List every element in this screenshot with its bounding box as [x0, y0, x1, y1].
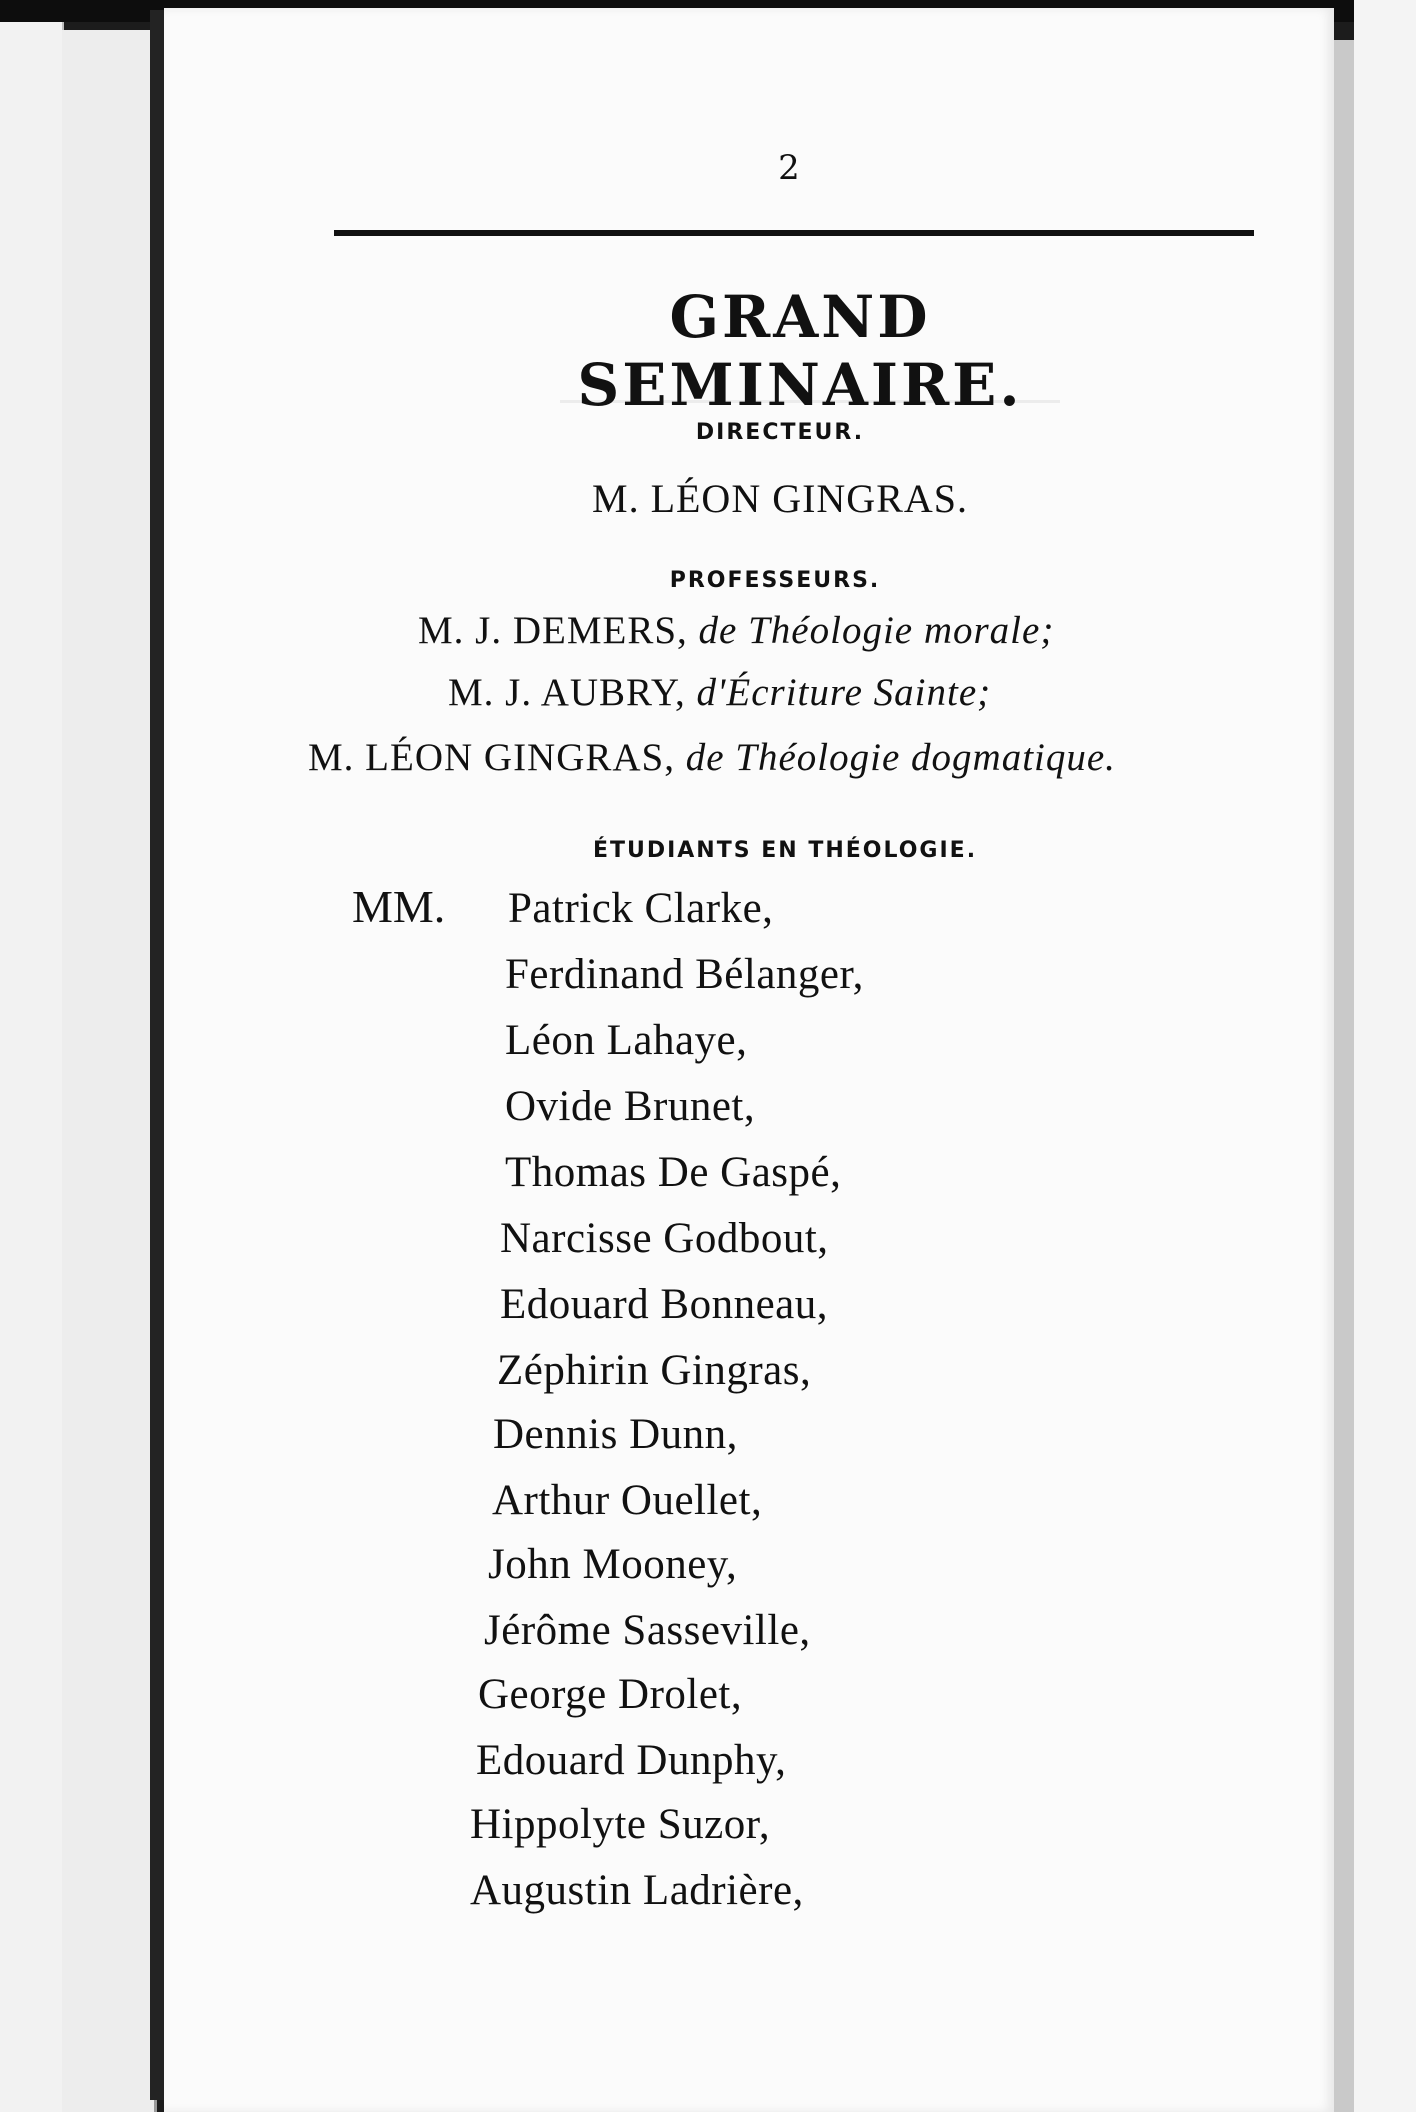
page-title: GRAND SEMINAIRE. [577, 283, 1023, 419]
professors-heading: PROFESSEURS. [669, 568, 881, 593]
students-prefix: MM. [352, 881, 446, 932]
book-spine-shadow [150, 10, 164, 2100]
underlying-sheet-middle [62, 30, 157, 2112]
student-name: Thomas De Gaspé, [505, 1149, 842, 1196]
page-number: 2 [778, 148, 800, 188]
director-name: M. LÉON GINGRAS. [592, 476, 968, 521]
header-rule [334, 230, 1254, 236]
student-name: Dennis Dunn, [493, 1411, 738, 1458]
student-name: Hippolyte Suzor, [470, 1801, 771, 1848]
page-right-edge [1334, 40, 1354, 2112]
student-name: Jérôme Sasseville, [484, 1607, 811, 1654]
student-name: Léon Lahaye, [505, 1017, 748, 1064]
student-name: Narcisse Godbout, [500, 1215, 829, 1262]
professor-name: M. LÉON GINGRAS, [308, 736, 675, 779]
students-heading: ÉTUDIANTS EN THÉOLOGIE. [592, 838, 978, 863]
director-heading: DIRECTEUR. [695, 420, 865, 445]
scan-right-margin [1354, 0, 1416, 2112]
professor-line [448, 670, 991, 715]
student-name: John Mooney, [488, 1541, 738, 1588]
professor-line [308, 735, 1116, 780]
student-name: Edouard Dunphy, [476, 1737, 787, 1784]
student-name: Zéphirin Gingras, [497, 1347, 812, 1394]
student-name: Edouard Bonneau, [500, 1281, 829, 1328]
student-name: Arthur Ouellet, [492, 1477, 763, 1524]
professor-subject: de Théologie morale; [698, 609, 1055, 652]
professor-name: M. J. DEMERS, [418, 609, 688, 652]
professor-subject: de Théologie dogmatique. [685, 736, 1116, 779]
professor-name: M. J. AUBRY, [448, 671, 686, 714]
professor-subject: d'Écriture Sainte; [696, 671, 992, 714]
student-name: George Drolet, [478, 1671, 743, 1718]
student-name: Augustin Ladrière, [470, 1867, 804, 1914]
student-name: Patrick Clarke, [508, 885, 774, 932]
underlying-sheet-left [0, 22, 64, 2112]
student-name: Ferdinand Bélanger, [505, 951, 864, 998]
student-name: Ovide Brunet, [505, 1083, 756, 1130]
professor-line [418, 608, 1054, 653]
